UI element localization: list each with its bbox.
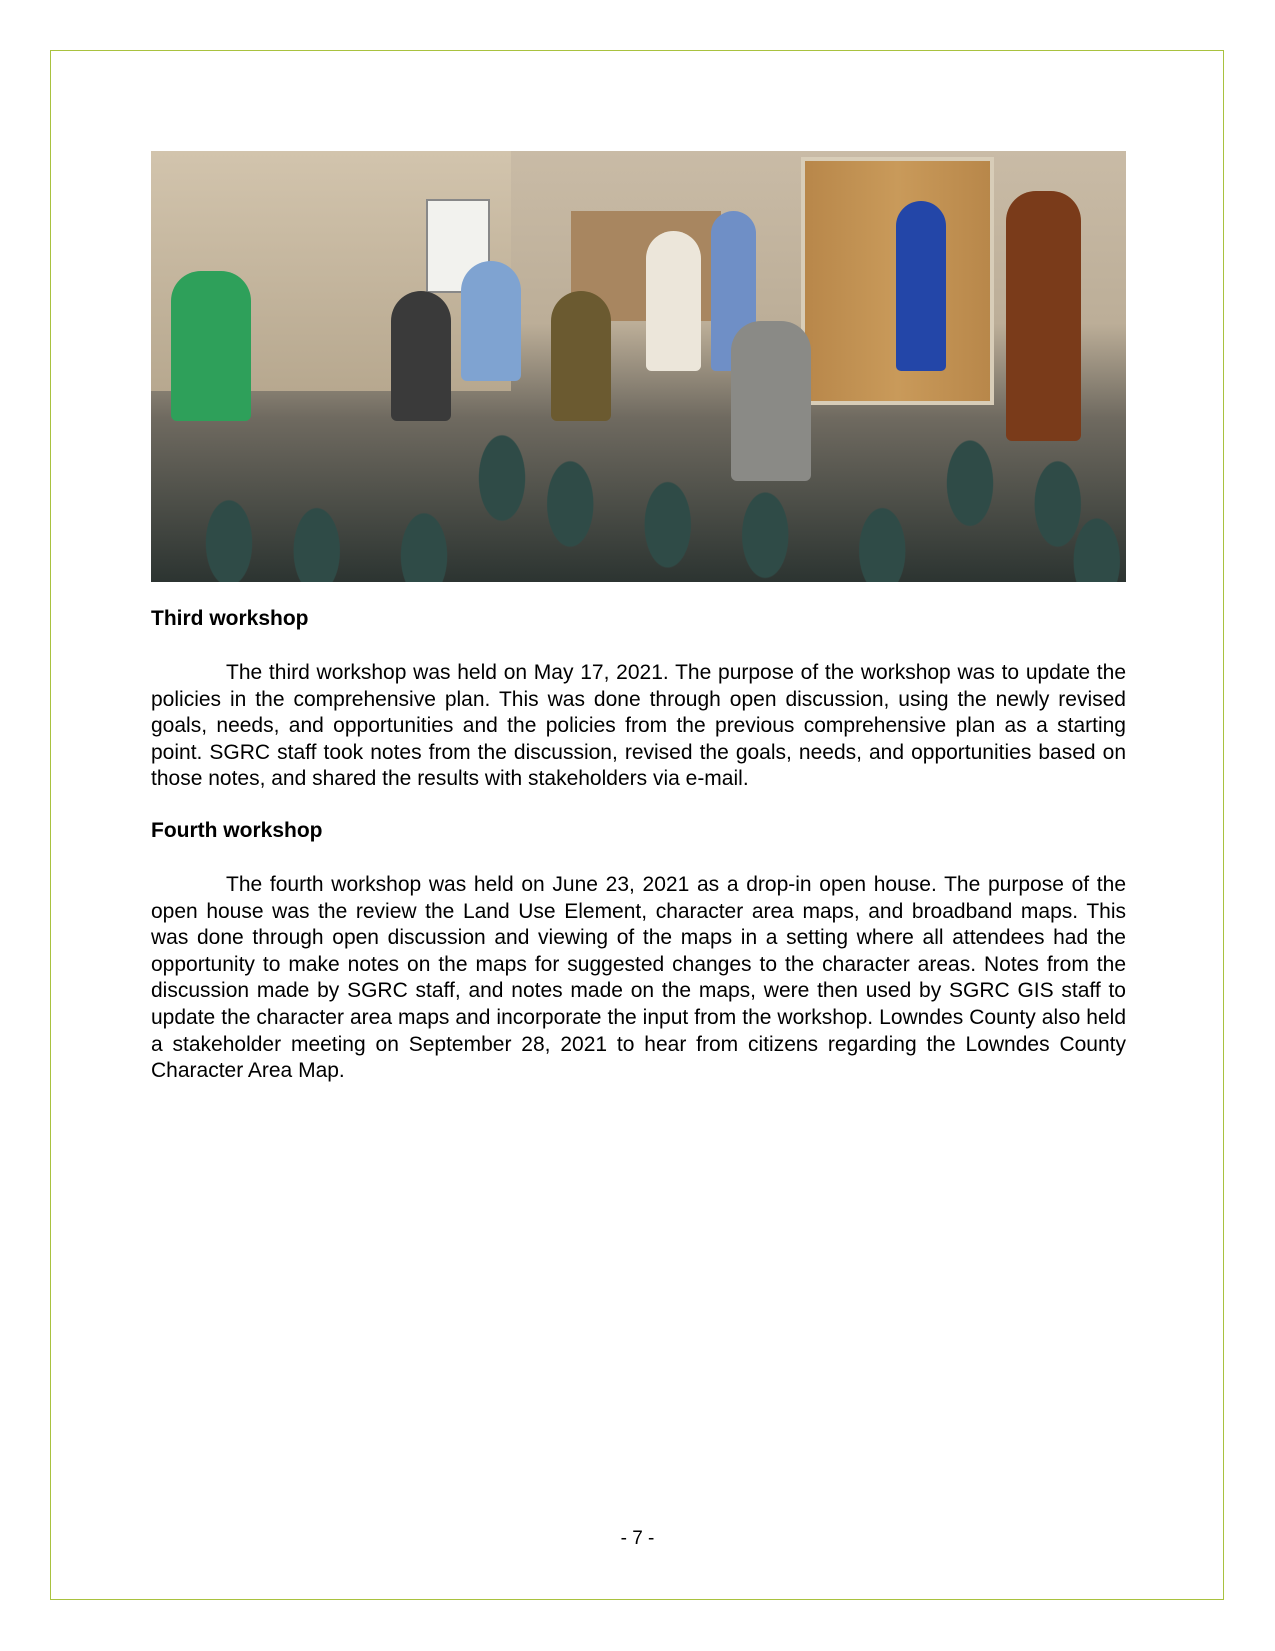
section-heading: Third workshop: [151, 607, 309, 630]
page-number: - 7 -: [620, 1528, 655, 1549]
section-heading: Fourth workshop: [151, 819, 323, 842]
workshop-photo: [151, 151, 1126, 582]
section-paragraph: The fourth workshop was held on June 23, 2021 as a drop-in open house. The purpose of the open house was the review the Land Use Element, character area maps, and broadband maps. This was done through open discussion and viewing of the maps in a setting where all attendees had the opportunity to make notes on the maps for suggested changes to the character areas. Notes from the discussion made by SGRC staff, and notes made on the maps, were then used by SGRC GIS staff to update the character area maps and incorporate the input from the workshop. Lowndes County also held a stakeholder meeting on September 28, 2021 to hear from citizens regarding the Lowndes County Character Area Map.: [151, 873, 1126, 1083]
photo-chairs: [151, 322, 1126, 582]
section-paragraph: The third workshop was held on May 17, 2021. The purpose of the workshop was to update the policies in the comprehensive plan. This was done through open discussion, using the newly revised goals, needs, and opportunities and the policies from the previous comprehensive plan as a starting point. SGRC staff took notes from the discussion, revised the goals, needs, and opportunities based on those notes, and shared the results with stakeholders via e-mail.: [151, 661, 1126, 791]
